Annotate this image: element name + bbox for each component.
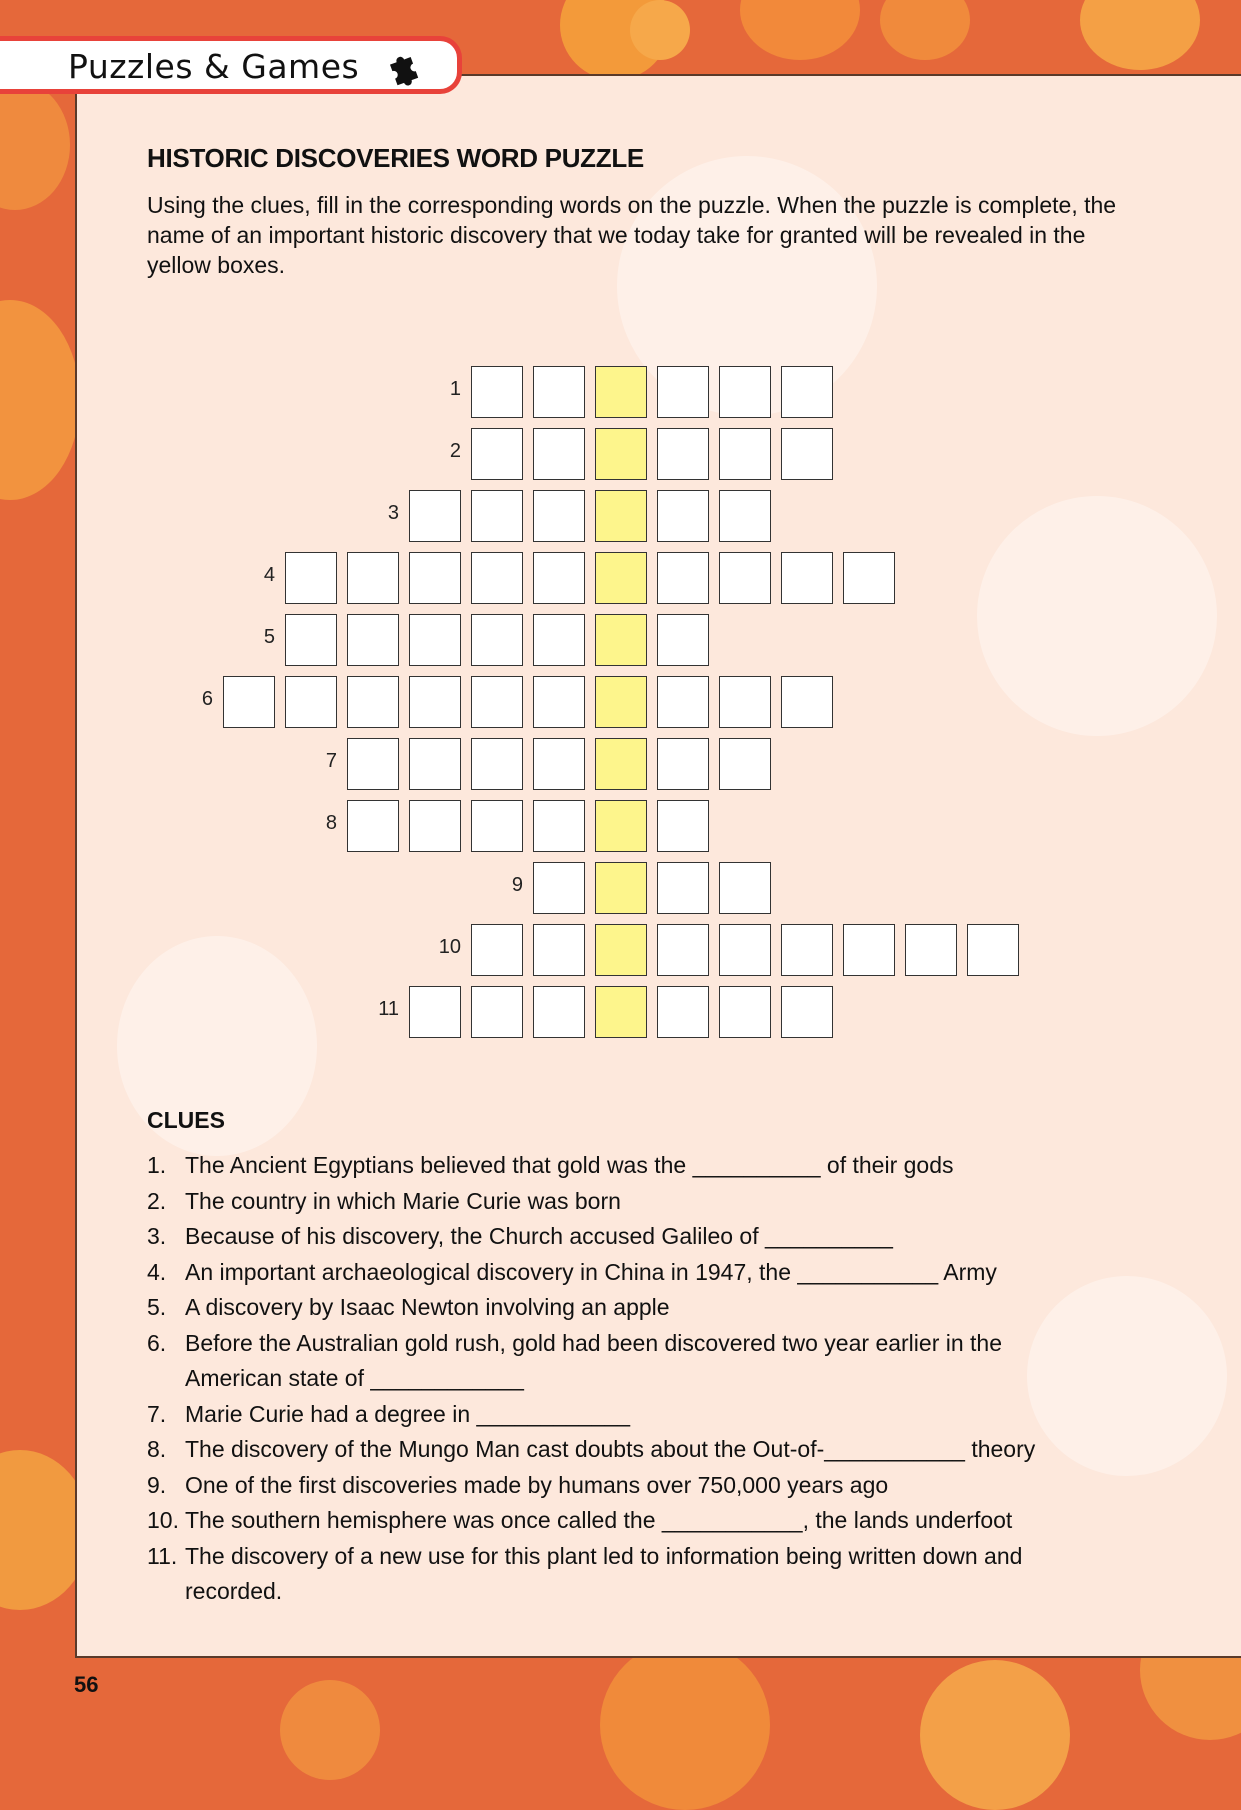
clue-number-label: 1 xyxy=(449,378,461,400)
letter-cell[interactable] xyxy=(471,800,523,852)
highlight-cell[interactable] xyxy=(595,862,647,914)
clue-number-label: 9 xyxy=(511,874,523,896)
letter-cell[interactable] xyxy=(533,490,585,542)
letter-cell[interactable] xyxy=(409,614,461,666)
clue-text: Because of his discovery, the Church accused Galileo of __________ xyxy=(185,1223,893,1249)
clue-number: 10. xyxy=(147,1507,179,1533)
clue-number-label: 5 xyxy=(263,626,275,648)
letter-cell[interactable] xyxy=(843,924,895,976)
clue-text: Marie Curie had a degree in ____________ xyxy=(185,1400,630,1427)
clue-number-label: 2 xyxy=(449,440,461,462)
clue-number: 3. xyxy=(147,1223,167,1249)
letter-cell[interactable] xyxy=(657,428,709,480)
letter-cell[interactable] xyxy=(471,366,523,418)
clue-text: The country in which Marie Curie was born xyxy=(185,1187,621,1214)
letter-cell[interactable] xyxy=(719,738,771,790)
letter-cell[interactable] xyxy=(471,986,523,1038)
letter-cell[interactable] xyxy=(781,366,833,418)
letter-cell[interactable] xyxy=(285,614,337,666)
clue-number: 1. xyxy=(147,1152,167,1178)
clue-text: recorded. xyxy=(185,1578,283,1604)
letter-cell[interactable] xyxy=(657,986,709,1038)
letter-cell[interactable] xyxy=(967,924,1019,976)
clue-number-label: 7 xyxy=(325,750,337,772)
letter-cell[interactable] xyxy=(533,366,585,418)
clue-number: 4. xyxy=(147,1258,167,1285)
letter-cell[interactable] xyxy=(719,986,771,1038)
letter-cell[interactable] xyxy=(533,924,585,976)
clue-number-label: 6 xyxy=(201,688,213,710)
highlight-cell[interactable] xyxy=(595,614,647,666)
clue-text: An important archaeological discovery in China in 1947, the ___________ Army xyxy=(185,1258,997,1285)
letter-cell[interactable] xyxy=(781,676,833,728)
letter-cell[interactable] xyxy=(533,428,585,480)
highlight-cell[interactable] xyxy=(595,986,647,1038)
letter-cell[interactable] xyxy=(471,614,523,666)
clue-text: A discovery by Isaac Newton involving an apple xyxy=(185,1294,670,1320)
clue-number: 6. xyxy=(147,1329,167,1356)
letter-cell[interactable] xyxy=(347,552,399,604)
letter-cell[interactable] xyxy=(409,676,461,728)
clue-text: The discovery of the Mungo Man cast doubts about the Out-of-___________ theory xyxy=(185,1436,1036,1462)
clue-text: The southern hemisphere was once called the ___________, the lands underfoot xyxy=(185,1507,1013,1533)
letter-cell[interactable] xyxy=(719,366,771,418)
letter-cell[interactable] xyxy=(533,800,585,852)
highlight-cell[interactable] xyxy=(595,366,647,418)
letter-cell[interactable] xyxy=(471,428,523,480)
clue-number: 11. xyxy=(147,1542,178,1569)
letter-cell[interactable] xyxy=(781,552,833,604)
letter-cell[interactable] xyxy=(781,986,833,1038)
letter-cell[interactable] xyxy=(409,986,461,1038)
letter-cell[interactable] xyxy=(223,676,275,728)
letter-cell[interactable] xyxy=(657,552,709,604)
clue-text: One of the first discoveries made by humans over 750,000 years ago xyxy=(185,1471,889,1498)
clue-number: 2. xyxy=(147,1187,167,1214)
letter-cell[interactable] xyxy=(719,552,771,604)
clue-text: The Ancient Egyptians believed that gold was the __________ of their gods xyxy=(185,1152,954,1178)
clue-text: The discovery of a new use for this plant led to information being written down and xyxy=(185,1542,1023,1569)
highlight-cell[interactable] xyxy=(595,428,647,480)
clue-text: Before the Australian gold rush, gold had been discovered two year earlier in the xyxy=(185,1329,1003,1356)
letter-cell[interactable] xyxy=(657,366,709,418)
clue-number: 9. xyxy=(147,1471,167,1498)
letter-cell[interactable] xyxy=(719,490,771,542)
letter-cell[interactable] xyxy=(347,614,399,666)
clue-number: 8. xyxy=(147,1436,167,1462)
clue-number-label: 3 xyxy=(387,502,399,524)
letter-cell[interactable] xyxy=(471,924,523,976)
letter-cell[interactable] xyxy=(657,924,709,976)
clue-number-label: 11 xyxy=(378,998,399,1020)
letter-cell[interactable] xyxy=(657,862,709,914)
letter-cell[interactable] xyxy=(905,924,957,976)
letter-cell[interactable] xyxy=(533,738,585,790)
letter-cell[interactable] xyxy=(533,676,585,728)
clue-text: American state of ____________ xyxy=(185,1365,524,1391)
highlight-cell[interactable] xyxy=(595,924,647,976)
letter-cell[interactable] xyxy=(285,676,337,728)
letter-cell[interactable] xyxy=(719,676,771,728)
highlight-cell[interactable] xyxy=(595,676,647,728)
letter-cell[interactable] xyxy=(285,552,337,604)
clue-number-label: 10 xyxy=(438,936,461,958)
letter-cell[interactable] xyxy=(657,490,709,542)
letter-cell[interactable] xyxy=(781,924,833,976)
letter-cell[interactable] xyxy=(471,490,523,542)
letter-cell[interactable] xyxy=(719,924,771,976)
clues-heading: CLUES xyxy=(147,1107,225,1133)
letter-cell[interactable] xyxy=(657,676,709,728)
letter-cell[interactable] xyxy=(657,800,709,852)
letter-cell[interactable] xyxy=(533,986,585,1038)
letter-cell[interactable] xyxy=(533,614,585,666)
puzzle-piece-icon xyxy=(384,48,424,88)
letter-cell[interactable] xyxy=(471,552,523,604)
letter-cell[interactable] xyxy=(409,738,461,790)
letter-cell[interactable] xyxy=(409,552,461,604)
clue-number-label: 8 xyxy=(325,812,337,834)
letter-cell[interactable] xyxy=(347,800,399,852)
highlight-cell[interactable] xyxy=(595,552,647,604)
letter-cell[interactable] xyxy=(719,428,771,480)
letter-cell[interactable] xyxy=(409,800,461,852)
letter-cell[interactable] xyxy=(347,676,399,728)
letter-cell[interactable] xyxy=(657,738,709,790)
section-title: Puzzles & Games xyxy=(68,47,360,86)
puzzle-instructions: Using the clues, fill in the corresponding words on the puzzle. When the puzzle is complete, the name of an important historic discovery that we today take for granted will be revealed in the yellow boxes. xyxy=(147,192,1117,278)
letter-cell[interactable] xyxy=(719,862,771,914)
letter-cell[interactable] xyxy=(347,738,399,790)
letter-cell[interactable] xyxy=(471,738,523,790)
highlight-cell[interactable] xyxy=(595,800,647,852)
letter-cell[interactable] xyxy=(843,552,895,604)
page-number: 56 xyxy=(74,1672,99,1697)
letter-cell[interactable] xyxy=(533,552,585,604)
clue-number: 5. xyxy=(147,1294,167,1320)
puzzle-title: HISTORIC DISCOVERIES WORD PUZZLE xyxy=(147,143,644,173)
clue-number: 7. xyxy=(147,1400,167,1427)
clue-number-label: 4 xyxy=(263,564,275,586)
letter-cell[interactable] xyxy=(781,428,833,480)
letter-cell[interactable] xyxy=(657,614,709,666)
highlight-cell[interactable] xyxy=(595,490,647,542)
letter-cell[interactable] xyxy=(409,490,461,542)
letter-cell[interactable] xyxy=(533,862,585,914)
highlight-cell[interactable] xyxy=(595,738,647,790)
letter-cell[interactable] xyxy=(471,676,523,728)
